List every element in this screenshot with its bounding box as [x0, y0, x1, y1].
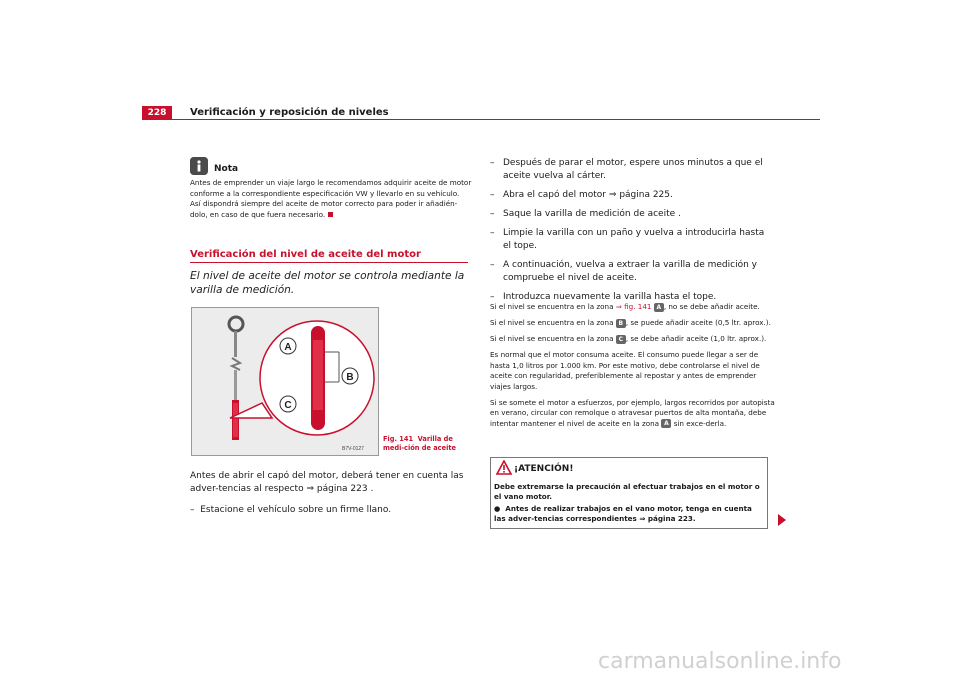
- consumption-text: Es normal que el motor consuma aceite. El consumo puede llegar a ser de hasta 1,0 litros por 1.000 km. Por este motivo, debe controlarse el nivel de aceite con regularidad, preferiblemente al repostar y antes de emprender viajes largos.: [490, 350, 760, 391]
- dipstick-figure: [191, 307, 379, 456]
- figure-link[interactable]: ⇒ fig. 141: [615, 302, 652, 311]
- section-title: Verificación del nivel de aceite del motor: [190, 249, 421, 260]
- level-b-text: Si el nivel se encuentra en la zona B , se puede añadir aceite (0,5 ltr. aprox.).: [490, 318, 771, 327]
- level-c-text: Si el nivel se encuentra en la zona C , se debe añadir aceite (1,0 ltr. aprox.).: [490, 334, 767, 343]
- list-item: – Limpie la varilla con un paño y vuelva a introducirla hasta el tope.: [490, 228, 765, 251]
- note-icon: [190, 157, 208, 175]
- callout-a: A: [284, 342, 292, 353]
- warning-icon: [496, 460, 512, 479]
- list-item: – Saque la varilla de medición de aceite .: [490, 209, 681, 219]
- procedure-list: [490, 157, 772, 310]
- reference-arrow-icon: ⇒: [639, 514, 646, 523]
- list-item: – Estacione el vehículo sobre un firme llano.: [190, 505, 392, 515]
- list-item: – Después de parar el motor, espere unos minutos a que el aceite vuelva al cárter.: [490, 158, 763, 181]
- figure-code: B7V-0127: [342, 446, 364, 452]
- header-rule: [142, 119, 820, 120]
- note-body: Antes de emprender un viaje largo le recomendamos adquirir aceite de motor conforme a la correspondiente especificación VW y llevarlo en su vehículo. Así dispondrá siempre del aceite de motor correcto para poder ir añadién-dolo, en caso de que fuera necesario.: [190, 178, 472, 219]
- warning-title: ¡ATENCIÓN!: [514, 464, 574, 474]
- watermark: carmanualsonline.info: [598, 649, 842, 674]
- level-a-text: Si el nivel se encuentra en la zona ⇒ fig. 141 A , no se debe añadir aceite.: [490, 302, 760, 311]
- continue-arrow-icon: [778, 514, 786, 526]
- list-item: – Introduzca nuevamente la varilla hasta el tope.: [490, 292, 717, 302]
- note-title: Nota: [214, 164, 239, 174]
- stress-text: Si se somete el motor a esfuerzos, por ejemplo, largos recorridos por autopista en verano, circular con remolque o atravesar puertos de alta montaña, debe intentar mantener el nivel de aceite en la zona A sin exce-derla.: [490, 397, 775, 428]
- list-item: – A continuación, vuelva a extraer la varilla de medición y compruebe el nivel de aceite.: [490, 260, 757, 283]
- zone-badge-b: B: [616, 319, 626, 328]
- zone-badge-a: A: [654, 303, 664, 312]
- running-title: Verificación y reposición de niveles: [190, 107, 389, 118]
- warning-body: [494, 482, 764, 524]
- page-number: 228: [142, 106, 172, 120]
- reference-arrow-icon: ⇒: [306, 484, 315, 494]
- reference-arrow-icon: ⇒: [608, 190, 617, 200]
- callout-c: C: [284, 400, 292, 411]
- section-rule: [190, 262, 468, 263]
- zone-badge-a: A: [661, 419, 671, 428]
- intro-paragraph: Antes de abrir el capó del motor, deberá tener en cuenta las adver-tencias al respecto ⇒ página 223 .: [190, 471, 464, 494]
- bullet-icon: ●: [494, 504, 501, 513]
- warning-line-1: Debe extremarse la precaución al efectuar trabajos en el motor o el vano motor.: [494, 482, 760, 501]
- warning-line-2: ● Antes de realizar trabajos en el vano motor, tenga en cuenta las adver-tencias correspondientes ⇒ página 223.: [494, 504, 752, 523]
- zone-badge-c: C: [616, 335, 626, 344]
- section-lead: El nivel de aceite del motor se controla mediante la varilla de medición.: [190, 270, 465, 296]
- level-explanations: [490, 302, 776, 435]
- end-mark-icon: [328, 212, 333, 217]
- list-item: – Abra el capó del motor ⇒ página 225.: [490, 190, 673, 200]
- callout-b: B: [346, 372, 354, 383]
- figure-caption: Fig. 141 Varilla de medi-ción de aceite: [383, 435, 456, 452]
